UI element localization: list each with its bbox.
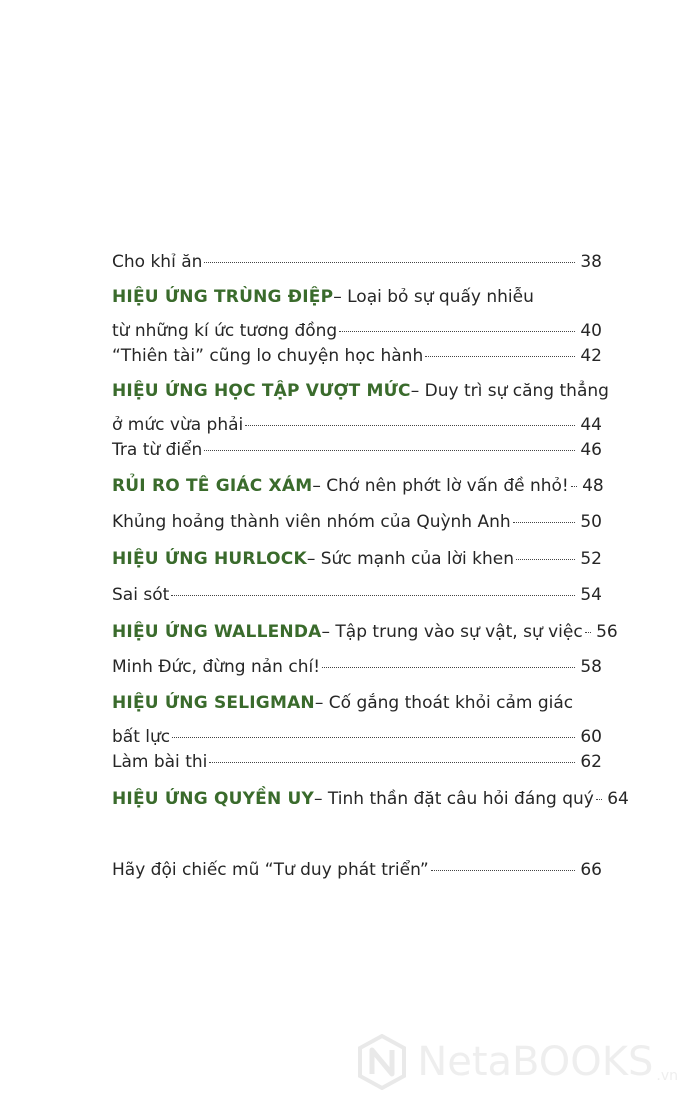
- dot-leader: [425, 356, 575, 357]
- page-number: 40: [580, 321, 602, 341]
- toc-entry: [112, 511, 602, 533]
- dot-leader: [339, 331, 575, 332]
- entry-subtitle-continued: bất lực: [112, 727, 171, 747]
- toc-entry: [112, 584, 602, 606]
- toc-entry-heading: [112, 286, 602, 342]
- dot-leader: [204, 262, 575, 263]
- entry-title: Tra từ điển: [112, 440, 203, 460]
- toc-entry: [112, 751, 602, 773]
- page-number: 60: [580, 727, 602, 747]
- page-number: 52: [580, 549, 602, 569]
- page-number: 50: [580, 512, 602, 532]
- entry-subtitle: – Tinh thần đặt câu hỏi đáng quý: [314, 789, 594, 809]
- entry-subtitle: – Duy trì sự căng thẳng: [410, 381, 609, 401]
- entry-title: Sai sót: [112, 585, 170, 605]
- dot-leader: [513, 522, 575, 523]
- page-number: 48: [582, 476, 604, 496]
- toc-entry: [112, 345, 602, 367]
- watermark-brand: NetaBOOKS: [417, 1039, 654, 1085]
- effect-heading: HIỆU ỨNG HỌC TẬP VƯỢT MỨC: [112, 381, 411, 401]
- page-number: 66: [580, 860, 602, 880]
- effect-heading: HIỆU ỨNG WALLENDA: [112, 622, 322, 642]
- netabooks-logo-icon: [357, 1034, 407, 1090]
- page-number: 54: [580, 585, 602, 605]
- page-number: 62: [580, 752, 602, 772]
- entry-title: “Thiên tài” cũng lo chuyện học hành: [112, 346, 424, 366]
- dot-leader: [209, 762, 575, 763]
- toc-entry-heading: [112, 380, 609, 436]
- dot-leader: [322, 667, 575, 668]
- entry-title: Khủng hoảng thành viên nhóm của Quỳnh Anh: [112, 512, 511, 532]
- toc-entry: [112, 859, 602, 881]
- entry-title: Hãy đội chiếc mũ “Tư duy phát triển”: [112, 860, 429, 880]
- dot-leader: [171, 595, 575, 596]
- dot-leader: [431, 870, 575, 871]
- dot-leader: [172, 737, 575, 738]
- entry-subtitle: – Cố gắng thoát khỏi cảm giác: [314, 693, 574, 713]
- effect-heading: HIỆU ỨNG TRÙNG ĐIỆP: [112, 287, 334, 307]
- toc-entry-heading: [112, 475, 602, 497]
- toc-entry: [112, 656, 602, 678]
- entry-title: Minh Đức, đừng nản chí!: [112, 657, 321, 677]
- dot-leader: [585, 632, 591, 633]
- entry-title: Làm bài thi: [112, 752, 208, 772]
- effect-heading: RỦI RO TÊ GIÁC XÁM: [112, 476, 313, 496]
- entry-subtitle-continued: từ những kí ức tương đồng: [112, 321, 338, 341]
- effect-heading: HIỆU ỨNG QUYỀN UY: [112, 789, 315, 809]
- toc-entry-heading: [112, 548, 602, 570]
- toc-entry-heading: [112, 621, 618, 643]
- dot-leader: [516, 559, 575, 560]
- effect-heading: HIỆU ỨNG HURLOCK: [112, 549, 307, 569]
- entry-subtitle: – Chớ nên phớt lờ vấn đề nhỏ!: [312, 476, 569, 496]
- dot-leader: [596, 799, 602, 800]
- entry-subtitle: – Sức mạnh của lời khen: [306, 549, 515, 569]
- watermark: [357, 1034, 678, 1090]
- page-number: 64: [607, 789, 629, 809]
- page-number: 44: [580, 415, 602, 435]
- page-number: 42: [580, 346, 602, 366]
- page-number: 58: [580, 657, 602, 677]
- entry-title: Cho khỉ ăn: [112, 252, 203, 272]
- dot-leader: [204, 450, 575, 451]
- page-number: 56: [596, 622, 618, 642]
- effect-heading: HIỆU ỨNG SELIGMAN: [112, 693, 315, 713]
- dot-leader: [245, 425, 575, 426]
- toc-entry-heading: [112, 788, 629, 810]
- toc-entry-heading: [112, 692, 602, 748]
- page-number: 38: [580, 252, 602, 272]
- entry-subtitle: – Tập trung vào sự vật, sự việc: [321, 622, 583, 642]
- entry-subtitle-continued: ở mức vừa phải: [112, 415, 244, 435]
- page-number: 46: [580, 440, 602, 460]
- watermark-domain: .vn: [656, 1068, 678, 1084]
- toc-entry: [112, 439, 602, 461]
- toc-entry: [112, 251, 602, 273]
- dot-leader: [571, 486, 577, 487]
- entry-subtitle: – Loại bỏ sự quấy nhiễu: [333, 287, 534, 307]
